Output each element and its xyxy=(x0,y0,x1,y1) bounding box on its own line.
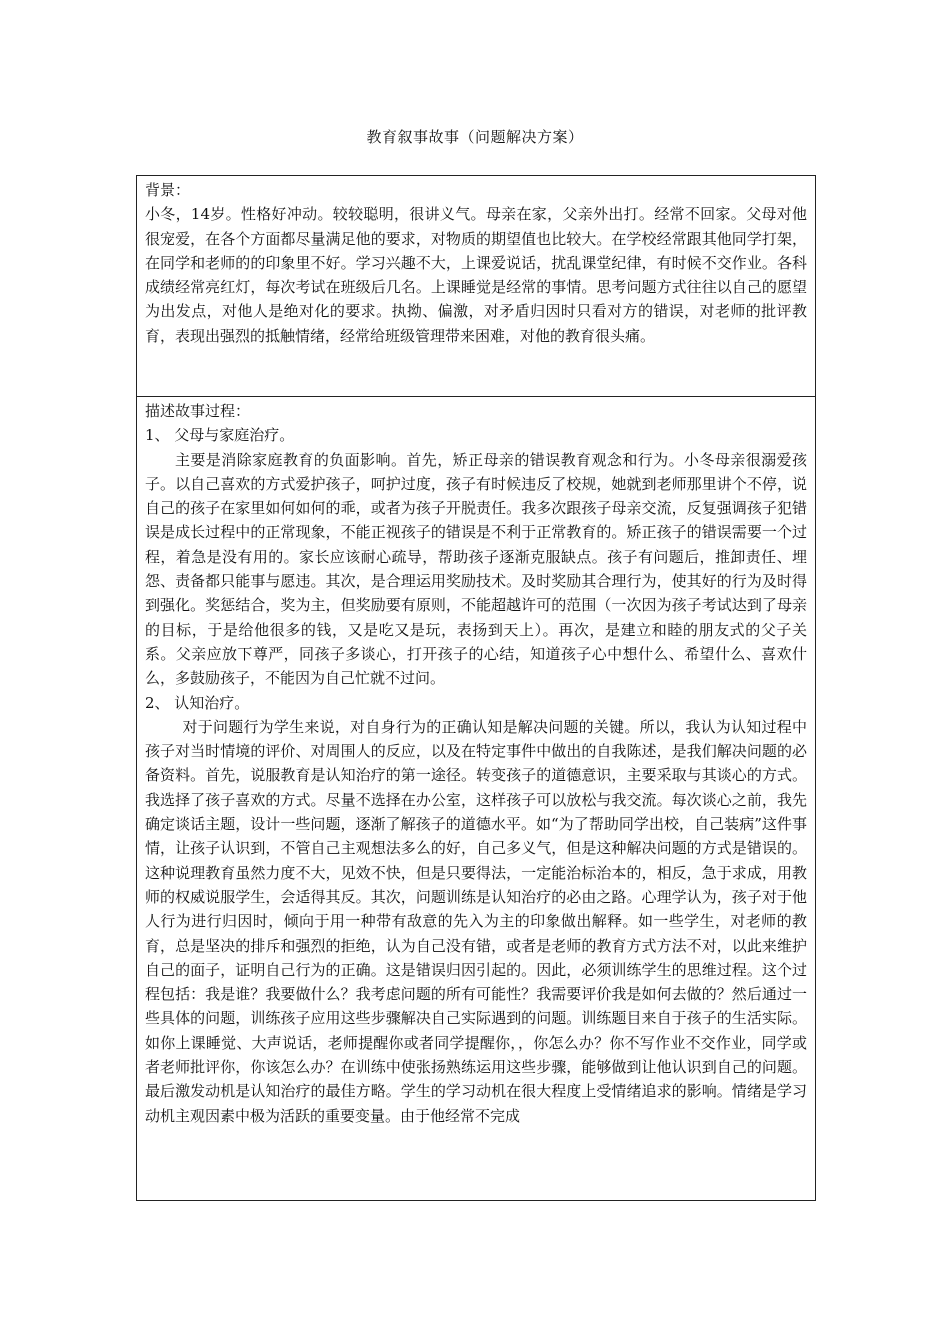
section1-title: 1、 父母与家庭治疗。 xyxy=(145,426,295,445)
page-title: 教育叙事故事（问题解决方案） xyxy=(366,128,584,146)
story-heading: 描述故事过程： xyxy=(145,402,251,420)
section2-title: 2、 认知治疗。 xyxy=(145,693,250,712)
background-section xyxy=(136,175,816,397)
section1-text: 主要是消除家庭教育的负面影响。首先，矫正母亲的错误教育观念和行为。小冬母亲很溺爱孩子。以自己喜欢的方式爱护孩子，呵护过度，孩子有时候违反了校规，她就到老师那里讲个不停，说自己的孩子在家里如何如何的乖，或者为孩子开脱责任。我多次跟孩子母亲交流，反复强调孩子犯错误是成长过程中的正常现象，不能正视孩子的错误是不利于正常教育的。矫正孩子的错误需要一个过程，着急是没有用的。家长应该耐心疏导，帮助孩子逐渐克服缺点。孩子有问题后，推卸责任、埋怨、责备都只能事与愿违。其次，是合理运用奖励技术。及时奖励其合理行为，使其好的行为及时得到强化。奖惩结合，奖为主，但奖励要有原则，不能超越许可的范围（一次因为孩子考试达到了母亲的目标，于是给他很多的钱，又是吃又是玩，表扬到天上）。再次，是建立和睦的朋友式的父子关系。父亲应放下尊严，同孩子多谈心，打开孩子的心结，知道孩子心中想什么、希望什么、喜欢什么，多鼓励孩子，不能因为自己忙就不过问。 xyxy=(145,450,807,688)
section2-text: 对于问题行为学生来说，对自身行为的正确认知是解决问题的关键。所以，我认为认知过程中孩子对当时情境的评价、对周围人的反应，以及在特定事件中做出的自我陈述，是我们解决问题的必备资料。首先，说服教育是认知治疗的第一途径。转变孩子的道德意识，主要采取与其谈心的方式。我选择了孩子喜欢的方式。尽量不选择在办公室，这样孩子可以放松与我交流。每次谈心之前，我先确定谈话主题，设计一些问题，逐渐了解孩子的道德水平。如“为了帮助同学出校，自己装病”这件事情，让孩子认识到，不管自己主观想法多么的好，自己多义气，但是这种解决问题的方式是错误的。这种说理教育虽然力度不大，见效不快，但是只要得法，一定能治标治本的，相反，急于求成，用教师的权威说服学生，会适得其反。其次，问题训练是认知治疗的必由之路。心理学认为，孩子对于他人行为进行归因时，倾向于用一种带有敌意的先入为主的印象做出解释。如一些学生，对老师的教育，总是坚决的排斥和强烈的拒绝，认为自己没有错，或者是老师的教育方式方法不对，以此来维护自己的面子，证明自己行为的正确。这是错误归因引起的。因此，必须训练学生的思维过程。这个过程包括：我是谁？我要做什么？我考虑问题的所有可能性？我需要评价我是如何去做的？然后通过一些具体的问题，训练孩子应用这些步骤解决自己实际遇到的问题。训练题目来自于孩子的生活实际。如你上课睡觉、大声说话，老师提醒你或者同学提醒你，，你怎么办？你不写作业不交作业，同学或者老师批评你，你该怎么办？在训练中使张扬熟练运用这些步骤，能够做到让他认识到自己的问题。最后激发动机是认知治疗的最佳方略。学生的学习动机在很大程度上受情绪追求的影响。情绪是学习动机主观因素中极为活跃的重要变量。由于他经常不完成 xyxy=(145,717,807,1125)
story-section xyxy=(136,397,816,1201)
background-text: 小冬，14岁。性格好冲动。较较聪明，很讲义气。母亲在家，父亲外出打。经常不回家。父母对他很宠爱，在各个方面都尽量满足他的要求，对物质的期望值也比较大。在学校经常跟其他同学打架，在同学和老师的的印象里不好。学习兴趣不大，上课爱说话，扰乱课堂纪律，有时候不交作业。各科成绩经常亮红灯，每次考试在班级后几名。上课睡觉是经常的事情。思考问题方式往往以自己的愿望为出发点，对他人是绝对化的要求。执拗、偏激，对矛盾归因时只看对方的错误，对老师的批评教育，表现出强烈的抵触情绪，经常给班级管理带来困难，对他的教育很头痛。 xyxy=(145,205,807,345)
background-heading: 背景： xyxy=(145,181,191,199)
